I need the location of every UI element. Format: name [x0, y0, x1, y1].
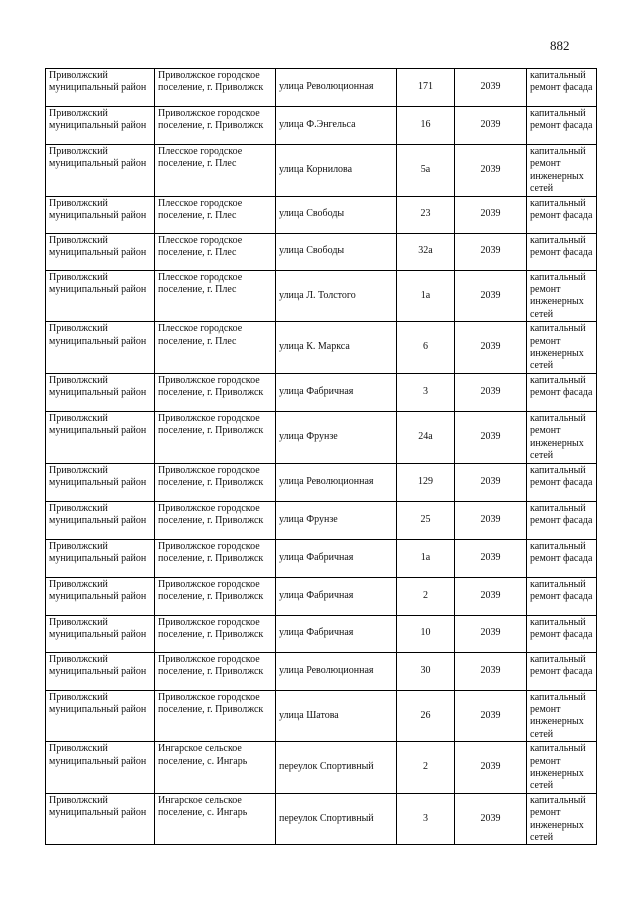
house-number-cell: 3	[397, 373, 455, 411]
table-row	[46, 463, 597, 501]
street-cell: улица Революционная	[276, 69, 397, 107]
street-cell: улица Л. Толстого	[276, 270, 397, 322]
repair-schedule-table	[45, 68, 597, 845]
settlement-cell: Ингарское сельское поселение, с. Ингарь	[155, 742, 276, 794]
settlement-cell: Плесское городское поселение, г. Плес	[155, 270, 276, 322]
district-cell: Приволжский муниципальный район	[46, 742, 155, 794]
house-number-cell: 26	[397, 690, 455, 742]
work-type-cell: капитальный ремонт инженерных сетей	[527, 145, 597, 197]
street-cell: улица Фрунзе	[276, 501, 397, 539]
district-cell: Приволжский муниципальный район	[46, 463, 155, 501]
work-type-cell: капитальный ремонт фасада	[527, 233, 597, 270]
street-cell: улица К. Маркса	[276, 322, 397, 374]
street-cell: улица Фабричная	[276, 577, 397, 615]
settlement-cell: Плесское городское поселение, г. Плес	[155, 145, 276, 197]
year-cell: 2039	[455, 652, 527, 690]
settlement-cell: Приволжское городское поселение, г. Приволжск	[155, 107, 276, 145]
house-number-cell: 5а	[397, 145, 455, 197]
work-type-cell: капитальный ремонт фасада	[527, 615, 597, 652]
table-row	[46, 373, 597, 411]
table-body	[46, 69, 597, 845]
district-cell: Приволжский муниципальный район	[46, 107, 155, 145]
year-cell: 2039	[455, 742, 527, 794]
street-cell: улица Ф.Энгельса	[276, 107, 397, 145]
year-cell: 2039	[455, 411, 527, 463]
house-number-cell: 23	[397, 196, 455, 233]
work-type-cell: капитальный ремонт инженерных сетей	[527, 690, 597, 742]
settlement-cell: Плесское городское поселение, г. Плес	[155, 196, 276, 233]
district-cell: Приволжский муниципальный район	[46, 373, 155, 411]
table-row	[46, 145, 597, 197]
table-row	[46, 233, 597, 270]
work-type-cell: капитальный ремонт фасада	[527, 539, 597, 577]
street-cell: улица Революционная	[276, 463, 397, 501]
year-cell: 2039	[455, 107, 527, 145]
street-cell: улица Корнилова	[276, 145, 397, 197]
settlement-cell: Плесское городское поселение, г. Плес	[155, 322, 276, 374]
year-cell: 2039	[455, 196, 527, 233]
house-number-cell: 2	[397, 742, 455, 794]
street-cell: улица Фабричная	[276, 373, 397, 411]
street-cell: переулок Спортивный	[276, 793, 397, 845]
year-cell: 2039	[455, 69, 527, 107]
year-cell: 2039	[455, 233, 527, 270]
table-row	[46, 501, 597, 539]
year-cell: 2039	[455, 615, 527, 652]
street-cell: улица Фабричная	[276, 539, 397, 577]
settlement-cell: Приволжское городское поселение, г. Приволжск	[155, 69, 276, 107]
work-type-cell: капитальный ремонт фасада	[527, 577, 597, 615]
settlement-cell: Приволжское городское поселение, г. Приволжск	[155, 615, 276, 652]
house-number-cell: 32а	[397, 233, 455, 270]
table-row	[46, 615, 597, 652]
district-cell: Приволжский муниципальный район	[46, 652, 155, 690]
year-cell: 2039	[455, 577, 527, 615]
house-number-cell: 24а	[397, 411, 455, 463]
district-cell: Приволжский муниципальный район	[46, 145, 155, 197]
settlement-cell: Плесское городское поселение, г. Плес	[155, 233, 276, 270]
work-type-cell: капитальный ремонт фасада	[527, 463, 597, 501]
table-row	[46, 742, 597, 794]
street-cell: улица Шатова	[276, 690, 397, 742]
settlement-cell: Приволжское городское поселение, г. Приволжск	[155, 690, 276, 742]
street-cell: улица Фабричная	[276, 615, 397, 652]
year-cell: 2039	[455, 322, 527, 374]
district-cell: Приволжский муниципальный район	[46, 615, 155, 652]
year-cell: 2039	[455, 539, 527, 577]
work-type-cell: капитальный ремонт фасада	[527, 196, 597, 233]
table-row	[46, 539, 597, 577]
year-cell: 2039	[455, 373, 527, 411]
work-type-cell: капитальный ремонт инженерных сетей	[527, 270, 597, 322]
table-row	[46, 652, 597, 690]
house-number-cell: 171	[397, 69, 455, 107]
year-cell: 2039	[455, 463, 527, 501]
settlement-cell: Приволжское городское поселение, г. Приволжск	[155, 501, 276, 539]
district-cell: Приволжский муниципальный район	[46, 539, 155, 577]
district-cell: Приволжский муниципальный район	[46, 793, 155, 845]
year-cell: 2039	[455, 145, 527, 197]
house-number-cell: 10	[397, 615, 455, 652]
year-cell: 2039	[455, 793, 527, 845]
year-cell: 2039	[455, 270, 527, 322]
house-number-cell: 1а	[397, 270, 455, 322]
year-cell: 2039	[455, 690, 527, 742]
work-type-cell: капитальный ремонт фасада	[527, 501, 597, 539]
table-row	[46, 270, 597, 322]
settlement-cell: Приволжское городское поселение, г. Приволжск	[155, 652, 276, 690]
district-cell: Приволжский муниципальный район	[46, 690, 155, 742]
work-type-cell: капитальный ремонт инженерных сетей	[527, 322, 597, 374]
table-row	[46, 322, 597, 374]
settlement-cell: Приволжское городское поселение, г. Приволжск	[155, 539, 276, 577]
house-number-cell: 25	[397, 501, 455, 539]
table-row	[46, 69, 597, 107]
house-number-cell: 2	[397, 577, 455, 615]
house-number-cell: 1а	[397, 539, 455, 577]
street-cell: улица Фрунзе	[276, 411, 397, 463]
district-cell: Приволжский муниципальный район	[46, 233, 155, 270]
district-cell: Приволжский муниципальный район	[46, 501, 155, 539]
table-row	[46, 411, 597, 463]
table-row	[46, 793, 597, 845]
table-row	[46, 107, 597, 145]
page-number: 882	[550, 38, 570, 53]
work-type-cell: капитальный ремонт фасада	[527, 107, 597, 145]
house-number-cell: 3	[397, 793, 455, 845]
district-cell: Приволжский муниципальный район	[46, 270, 155, 322]
street-cell: улица Революционная	[276, 652, 397, 690]
table-row	[46, 577, 597, 615]
street-cell: улица Свободы	[276, 196, 397, 233]
settlement-cell: Приволжское городское поселение, г. Приволжск	[155, 411, 276, 463]
house-number-cell: 16	[397, 107, 455, 145]
street-cell: улица Свободы	[276, 233, 397, 270]
house-number-cell: 30	[397, 652, 455, 690]
house-number-cell: 129	[397, 463, 455, 501]
year-cell: 2039	[455, 501, 527, 539]
table-row	[46, 690, 597, 742]
work-type-cell: капитальный ремонт фасада	[527, 652, 597, 690]
settlement-cell: Приволжское городское поселение, г. Приволжск	[155, 577, 276, 615]
work-type-cell: капитальный ремонт инженерных сетей	[527, 742, 597, 794]
district-cell: Приволжский муниципальный район	[46, 577, 155, 615]
work-type-cell: капитальный ремонт инженерных сетей	[527, 411, 597, 463]
street-cell: переулок Спортивный	[276, 742, 397, 794]
work-type-cell: капитальный ремонт фасада	[527, 373, 597, 411]
district-cell: Приволжский муниципальный район	[46, 196, 155, 233]
settlement-cell: Приволжское городское поселение, г. Приволжск	[155, 373, 276, 411]
district-cell: Приволжский муниципальный район	[46, 322, 155, 374]
house-number-cell: 6	[397, 322, 455, 374]
table-row	[46, 196, 597, 233]
settlement-cell: Приволжское городское поселение, г. Приволжск	[155, 463, 276, 501]
district-cell: Приволжский муниципальный район	[46, 69, 155, 107]
settlement-cell: Ингарское сельское поселение, с. Ингарь	[155, 793, 276, 845]
district-cell: Приволжский муниципальный район	[46, 411, 155, 463]
work-type-cell: капитальный ремонт инженерных сетей	[527, 793, 597, 845]
work-type-cell: капитальный ремонт фасада	[527, 69, 597, 107]
